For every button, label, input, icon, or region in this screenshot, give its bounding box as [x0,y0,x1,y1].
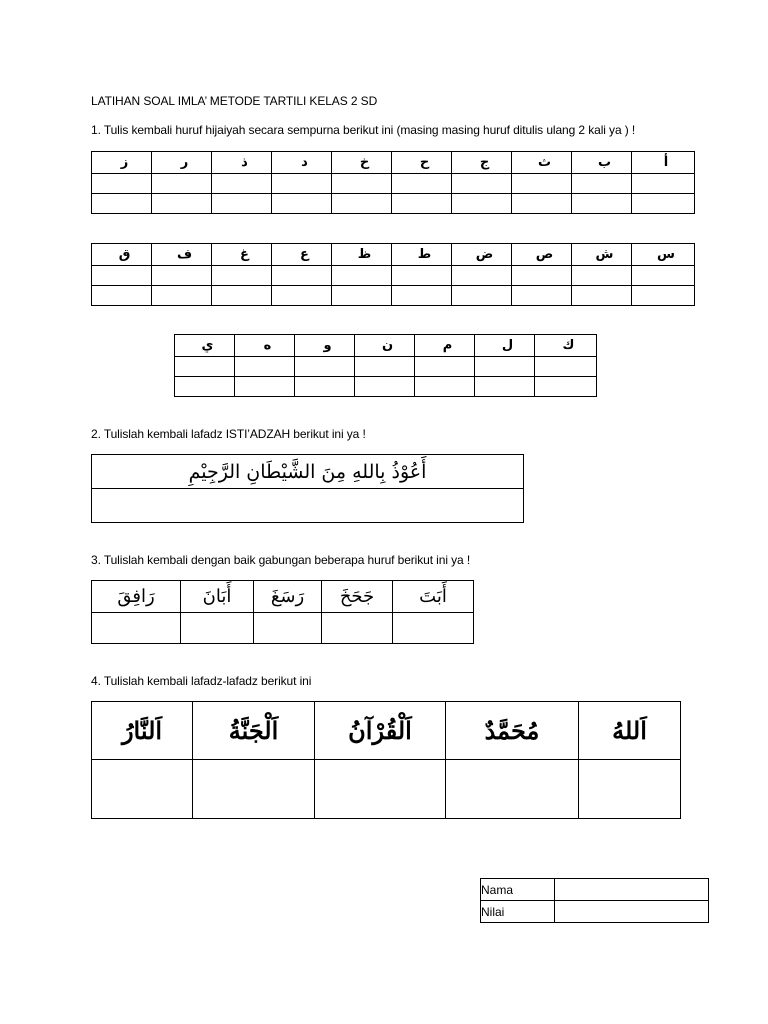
answer-cell[interactable] [92,194,152,214]
answer-cell[interactable] [272,194,332,214]
answer-cell[interactable] [272,174,332,194]
answer-input[interactable] [272,196,331,212]
letter-combination: جَحَخَ [322,581,393,613]
hijaiyah-letter: ط [392,244,452,266]
hijaiyah-letter: ظ [332,244,392,266]
answer-input[interactable] [212,268,271,284]
answer-input[interactable] [92,620,180,636]
answer-cell[interactable] [446,760,579,819]
grade-input[interactable] [555,905,708,919]
answer-input[interactable] [212,176,271,192]
answer-cell[interactable] [92,174,152,194]
answer-input[interactable] [92,781,192,797]
answer-cell[interactable] [235,377,295,397]
hijaiyah-letter: ذ [212,152,272,174]
answer-input[interactable] [535,359,596,375]
answer-cell[interactable] [152,286,212,306]
answer-cell[interactable] [295,377,355,397]
answer-cell[interactable] [393,613,474,644]
answer-cell[interactable] [535,377,597,397]
answer-input[interactable] [392,176,451,192]
answer-input[interactable] [152,268,211,284]
answer-input[interactable] [175,379,234,395]
hijaiyah-letter: غ [212,244,272,266]
hijaiyah-letter: ز [92,152,152,174]
answer-cell[interactable] [632,174,695,194]
answer-cell[interactable] [332,266,392,286]
answer-cell[interactable] [355,357,415,377]
answer-input[interactable] [535,379,596,395]
answer-cell[interactable] [92,489,524,523]
hijaiyah-letter: و [295,335,355,357]
answer-input[interactable] [572,196,631,212]
answer-cell[interactable] [392,174,452,194]
hijaiyah-letter: خ [332,152,392,174]
lafadz-word: اَلْقُرْآنُ [315,702,446,760]
answer-input[interactable] [512,196,571,212]
question-1-instruction: 1. Tulis kembali huruf hijaiyah secara sempurna berikut ini (masing masing huruf ditulis ulang 2 kali ya ) ! [91,123,636,137]
answer-input[interactable] [355,359,414,375]
answer-input[interactable] [393,620,473,636]
answer-input[interactable] [332,288,391,304]
answer-cell[interactable] [212,194,272,214]
answer-cell[interactable] [193,760,315,819]
question-3-instruction: 3. Tulislah kembali dengan baik gabungan beberapa huruf berikut ini ya ! [91,553,471,567]
answer-cell[interactable] [632,194,695,214]
hijaiyah-letter: م [415,335,475,357]
answer-input[interactable] [92,176,151,192]
answer-input[interactable] [92,268,151,284]
answer-cell[interactable] [475,377,535,397]
answer-cell[interactable] [332,194,392,214]
answer-input[interactable] [446,781,578,797]
answer-cell[interactable] [235,357,295,377]
answer-input[interactable] [212,196,271,212]
hijaiyah-table-3 [174,334,597,397]
letter-combination: أَبَتَ [393,581,474,613]
answer-input[interactable] [415,379,474,395]
answer-input[interactable] [175,359,234,375]
answer-cell[interactable] [92,613,181,644]
answer-input[interactable] [579,781,680,797]
lafadz-word: اَلْجَنَّةُ [193,702,315,760]
answer-cell[interactable] [452,266,512,286]
answer-input[interactable] [332,176,391,192]
answer-cell[interactable] [392,266,452,286]
answer-cell[interactable] [212,266,272,286]
question-2-instruction: 2. Tulislah kembali lafadz ISTI’ADZAH berikut ini ya ! [91,427,366,441]
answer-input[interactable] [322,620,392,636]
hijaiyah-letter: أ [632,152,695,174]
answer-input[interactable] [452,288,511,304]
hijaiyah-letter: ث [512,152,572,174]
answer-cell[interactable] [322,613,393,644]
name-input[interactable] [555,883,708,897]
question-4-instruction: 4. Tulislah kembali lafadz-lafadz berikut ini [91,674,312,688]
score-table [480,878,709,923]
grade-label: Nilai [481,901,555,923]
letter-combination: رَافِقَ [92,581,181,613]
answer-cell[interactable] [332,174,392,194]
answer-cell[interactable] [512,194,572,214]
answer-input[interactable] [572,288,631,304]
answer-input[interactable] [392,196,451,212]
hijaiyah-table-2 [91,243,695,306]
answer-cell[interactable] [92,266,152,286]
hijaiyah-letter: ر [152,152,212,174]
answer-input[interactable] [193,781,314,797]
name-label: Nama [481,879,555,901]
answer-input[interactable] [332,268,391,284]
answer-input[interactable] [152,196,211,212]
hijaiyah-letter: ي [175,335,235,357]
answer-input[interactable] [152,176,211,192]
answer-input[interactable] [355,379,414,395]
answer-input[interactable] [632,268,694,284]
answer-input[interactable] [452,196,511,212]
answer-input[interactable] [392,268,451,284]
hijaiyah-letter: د [272,152,332,174]
worksheet-title: LATIHAN SOAL IMLA’ METODE TARTILI KELAS 2 SD [91,94,378,108]
hijaiyah-letter: ج [452,152,512,174]
answer-cell[interactable] [152,174,212,194]
istiadzah-table [91,454,524,523]
answer-input[interactable] [632,288,694,304]
answer-cell[interactable] [415,357,475,377]
letter-combination: رَسَغَ [254,581,322,613]
hijaiyah-letter: ص [512,244,572,266]
answer-input[interactable] [92,196,151,212]
answer-input[interactable] [92,498,523,514]
hijaiyah-letter: ل [475,335,535,357]
answer-cell[interactable] [295,357,355,377]
answer-cell[interactable] [355,377,415,397]
answer-cell[interactable] [392,286,452,306]
lafadz-table [91,701,681,819]
hijaiyah-letter: ن [355,335,415,357]
answer-cell[interactable] [452,174,512,194]
answer-cell[interactable] [415,377,475,397]
answer-cell[interactable] [452,194,512,214]
answer-input[interactable] [181,620,253,636]
answer-input[interactable] [152,288,211,304]
answer-input[interactable] [295,359,354,375]
istiadzah-text: أَعُوْذُ بِاللهِ مِنَ الشَّيْطَانِ الرَّجِيْمِ [92,455,524,489]
answer-input[interactable] [392,288,451,304]
answer-input[interactable] [315,781,445,797]
answer-input[interactable] [272,288,331,304]
answer-cell[interactable] [175,357,235,377]
answer-cell[interactable] [92,760,193,819]
answer-cell[interactable] [512,286,572,306]
hijaiyah-letter: ض [452,244,512,266]
answer-cell[interactable] [572,266,632,286]
answer-cell[interactable] [579,760,681,819]
answer-input[interactable] [415,359,474,375]
answer-input[interactable] [475,379,534,395]
hijaiyah-letter: س [632,244,695,266]
answer-cell[interactable] [272,266,332,286]
hijaiyah-table-1 [91,151,695,214]
answer-input[interactable] [512,288,571,304]
answer-input[interactable] [512,176,571,192]
name-field[interactable] [555,879,709,901]
answer-cell[interactable] [572,194,632,214]
answer-input[interactable] [452,268,511,284]
hijaiyah-letter: ف [152,244,212,266]
answer-cell[interactable] [332,286,392,306]
answer-cell[interactable] [512,266,572,286]
answer-cell[interactable] [452,286,512,306]
lafadz-word: اَللهُ [579,702,681,760]
answer-input[interactable] [254,620,321,636]
answer-input[interactable] [572,268,631,284]
answer-cell[interactable] [181,613,254,644]
answer-cell[interactable] [152,194,212,214]
lafadz-word: مُحَمَّدٌ [446,702,579,760]
answer-input[interactable] [235,379,294,395]
lafadz-word: اَلنَّارُ [92,702,193,760]
answer-cell[interactable] [535,357,597,377]
answer-cell[interactable] [392,194,452,214]
hijaiyah-letter: ه [235,335,295,357]
answer-cell[interactable] [475,357,535,377]
letter-combination: أَبَانَ [181,581,254,613]
answer-cell[interactable] [212,286,272,306]
answer-cell[interactable] [315,760,446,819]
hijaiyah-letter: ق [92,244,152,266]
answer-cell[interactable] [212,174,272,194]
answer-cell[interactable] [572,174,632,194]
answer-cell[interactable] [92,286,152,306]
answer-cell[interactable] [632,286,695,306]
answer-input[interactable] [272,268,331,284]
answer-input[interactable] [572,176,631,192]
grade-field[interactable] [555,901,709,923]
answer-input[interactable] [212,288,271,304]
letter-combination-table [91,580,474,644]
answer-input[interactable] [92,288,151,304]
answer-cell[interactable] [512,174,572,194]
answer-cell[interactable] [254,613,322,644]
answer-input[interactable] [272,176,331,192]
answer-input[interactable] [332,196,391,212]
answer-input[interactable] [475,359,534,375]
answer-cell[interactable] [175,377,235,397]
answer-input[interactable] [632,196,694,212]
answer-cell[interactable] [572,286,632,306]
hijaiyah-letter: ح [392,152,452,174]
answer-cell[interactable] [632,266,695,286]
answer-input[interactable] [295,379,354,395]
hijaiyah-letter: ش [572,244,632,266]
answer-input[interactable] [512,268,571,284]
hijaiyah-letter: ع [272,244,332,266]
answer-input[interactable] [452,176,511,192]
hijaiyah-letter: ك [535,335,597,357]
hijaiyah-letter: ب [572,152,632,174]
answer-cell[interactable] [152,266,212,286]
answer-input[interactable] [235,359,294,375]
answer-input[interactable] [632,176,694,192]
answer-cell[interactable] [272,286,332,306]
